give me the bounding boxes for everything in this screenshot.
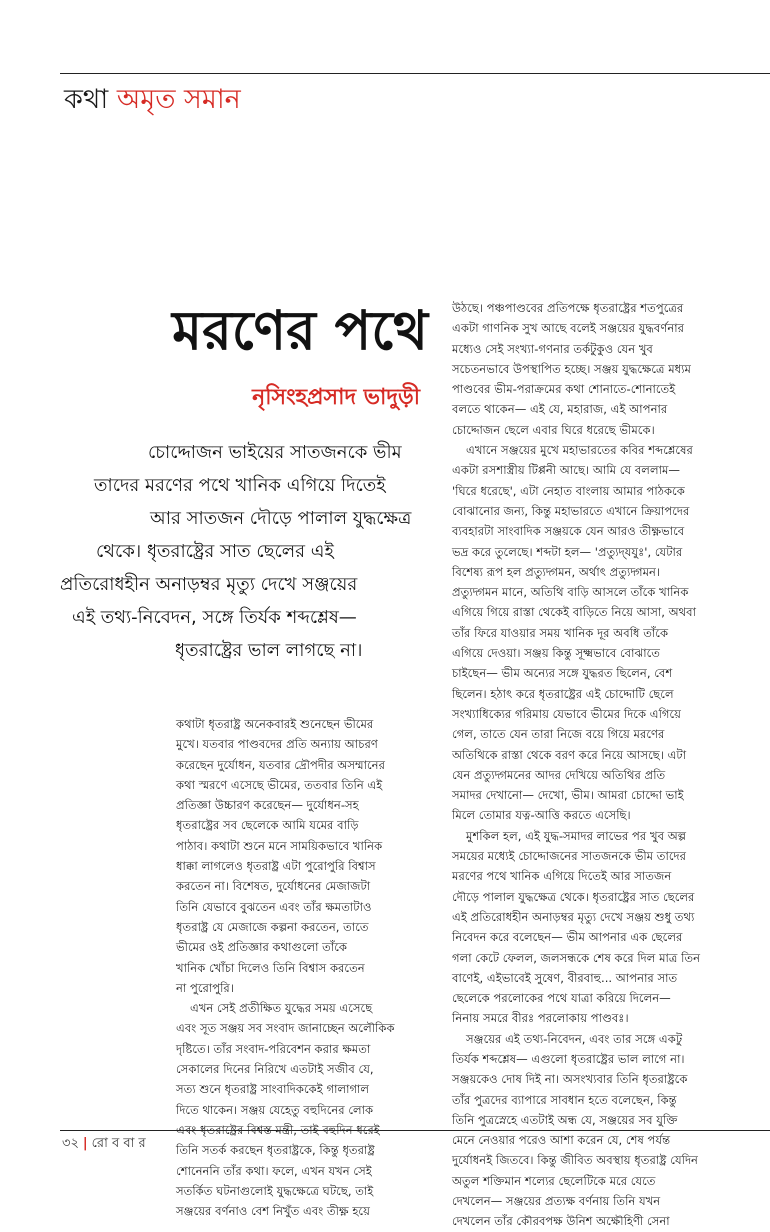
lead-line: ধৃতরাষ্ট্রের ভাল লাগছে না। (175, 640, 363, 661)
lead-line: আর সাতজন দৌড়ে পালাল যুদ্ধক্ষেত্র (150, 508, 412, 529)
body-line: মিলে তোমার যত্ন-আত্তি করতে এসেছি। (452, 808, 631, 823)
body-line: কথাটা ধৃতরাষ্ট্র অনেকবারই শুনেছেন ভীমের (176, 717, 374, 731)
body-line: বোঝানোর জন্য, কিন্তু মহাভারতে এখানে ক্রিয়াপদের (452, 503, 690, 518)
body-line: 'ঘিরে ধরেছে', এটা নেহাত বাংলায় আমার পাঠককে (452, 483, 685, 498)
body-line: যেন প্রত্যুদ্গমনের আদর দেখিয়ে অতিথির প্রতি (452, 767, 666, 782)
body-line: না পুরোপুরি। (176, 980, 234, 995)
body-line: অতিথিকে রাস্তা থেকে বরণ করে নিয়ে আসছে। এটা (452, 747, 687, 762)
body-line: খানিক খোঁচা দিলেও তিনি বিশ্বাস করতেন (176, 960, 365, 975)
body-line: মুশকিল হল, এই যুদ্ধ-সমাদর লাভের পর খুব অল্প (466, 828, 687, 843)
body-line: করতেন না। বিশেষত, দুর্যোধনের মেজাজটা (176, 879, 371, 894)
body-line: দৃষ্টিতে। তাঁর সংবাদ-পরিবেশন করার ক্ষমতা (176, 1041, 371, 1056)
body-line: নিনায় সমরে বীরঃ পরলোকায় পাণ্ডবঃ। (452, 1011, 629, 1026)
body-line: দেখলেন তাঁর কৌরবপক্ষ উনিশ অক্ষৌহিণী সেনা (452, 1214, 670, 1229)
body-line: শোনেননি তাঁর কথা। ফলে, এখন যখন সেই (176, 1163, 372, 1178)
body-line: পাণ্ডবের ভীম-পরাক্রমের কথা শোনাতে-শোনাতেই (452, 382, 676, 397)
body-line: এবং ধৃতরাষ্ট্রের বিশ্বস্ত মন্ত্রী, তাই বহুদিন ধরেই (176, 1122, 380, 1137)
body-line: ব্যবহারটা সাংবাদিক সঞ্জয়কে যেন আরও তীক্ষ্ণভাবে (452, 524, 685, 539)
footer-separator: | (82, 1136, 88, 1151)
body-line: নিবেদন করে বলেছেন— ভীম আপনার এক ছেলের (452, 930, 683, 945)
body-line: ধৃতরাষ্ট্রের সব ছেলেকে আমি যমের বাড়ি (176, 818, 359, 833)
body-line: প্রত্যুদ্গমন মানে, অতিথি বাড়ি আসলে তাঁকে খানিক (452, 585, 689, 600)
body-line: বিশেষ্য রূপ হল প্রত্যুদ্গমন, অর্থাৎ প্রত্যুদ্গমন। (452, 564, 661, 579)
body-line: ছিলেন। হঠাৎ করে ধৃতরাষ্ট্রের এই চোদ্দোটি ছেলে (452, 686, 674, 701)
body-line: পাঠাব। কথাটা শুনে মনে সাময়িকভাবে খানিক (176, 838, 383, 853)
body-line: একটা রসশাস্ত্রীয় টিপ্পনী আছে। আমি যে বললাম— (452, 463, 680, 478)
body-line: সমাদর দেখানো— দেখো, ভীম। আমরা চোদ্দো ভাই (452, 788, 684, 803)
body-line: চোদ্দোজন ছেলে এবার ঘিরে ধরেছে ভীমকে। (452, 422, 655, 437)
body-line: তির্যক শব্দশ্লেষ— এগুলো ধৃতরাষ্ট্রের ভাল লাগে না। (452, 1051, 685, 1066)
body-line: তিনি সতর্ক করছেন ধৃতরাষ্ট্রকে, কিন্তু ধৃতরাষ্ট্র (176, 1143, 375, 1158)
body-line: সচেতনভাবে উপস্থাপিত হচ্ছে। সঞ্জয় যুদ্ধক্ষেত্রে মধ্যম (452, 361, 691, 376)
body-line: দিতে থাকেন। সঞ্জয় যেহেতু বহুদিনের লোক (176, 1102, 374, 1117)
body-line: দুর্যোধনই জিতবে। কিন্তু জীবিত অবস্থায় ধৃতরাষ্ট্র যেদিন (452, 1153, 698, 1168)
body-column-left (176, 714, 434, 1221)
body-line: গলা কেটে ফেলল, জলসন্ধকে শেষ করে দিল মাত্র তিন (452, 950, 701, 965)
body-line: চাইছেন— ভীম অন্যের সঙ্গে যুদ্ধরত ছিলেন, বেশ (452, 666, 673, 681)
body-line: করেছেন দুর্যোধন, যতবার দ্রৌপদীর অসম্মানের (176, 757, 385, 772)
lead-line: প্রতিরোধহীন অনাড়ম্বর মৃত্যু দেখে সঞ্জয়ের (60, 574, 358, 595)
body-line: এগিয়ে দেওয়া। সঞ্জয় কিন্তু সূক্ষ্মভাবে বোঝাতে (452, 646, 660, 661)
body-line: সঞ্জয়ের বর্ণনাও বেশ নিখুঁত এবং তীক্ষ্ণ হয়ে (176, 1204, 370, 1219)
body-line: তাঁর ফিরে যাওয়ার সময় খানিক দূর অবধি তাঁকে (452, 625, 669, 640)
body-line: মরণের পথে খানিক এগিয়ে দিতেই আর সাতজন (452, 869, 672, 884)
page-number: ৩২ (62, 1136, 79, 1151)
lead-line: এই তথ্য-নিবেদন, সঙ্গে তির্যক শব্দশ্লেষ— (72, 607, 357, 628)
body-line: এবং সূত সঞ্জয় সব সংবাদ জানাচ্ছেন অলৌকিক (176, 1021, 395, 1036)
body-line: সতর্কিত ঘটনাগুলোই যুদ্ধক্ষেত্রে ঘটছে, তাই (176, 1183, 374, 1198)
article-lead (60, 436, 418, 667)
body-line: তাঁর পুত্রদের ব্যাপারে সাবধান হতে বলেছেন, কিন্তু (452, 1092, 677, 1107)
magazine-name: রো ব বা র (91, 1136, 146, 1151)
body-line: সংখ্যাধিক্যের গরিমায় যেভাবে ভীমের দিকে এগিয়ে (452, 706, 681, 721)
body-line: এগিয়ে গিয়ে রাস্তা থেকেই বাড়িতে নিয়ে আসা, অথবা (452, 605, 696, 620)
body-line: দৌড়ে পালাল যুদ্ধক্ষেত্র থেকে। ধৃতরাষ্ট্রের সাত ছেলের (452, 889, 695, 904)
body-line: সময়ের মধ্যেই চোদ্দোজনের সাতজনকে ভীম তাদের (452, 849, 686, 864)
body-line: কথা স্মরণে এসেছে ভীমের, ততবার তিনি এই (176, 777, 383, 792)
article-author: নৃসিংহপ্রসাদ ভাদুড়ী (252, 385, 420, 410)
body-line: ভীমের ওই প্রতিজ্ঞার কথাগুলো তাঁকে (176, 940, 347, 955)
body-line: এখন সেই প্রতীক্ষিত যুদ্ধের সময় এসেছে (190, 1001, 373, 1016)
body-line: ধাক্কা লাগলেও ধৃতরাষ্ট্র এটা পুরোপুরি বিশ্বাস (176, 859, 376, 874)
lead-line: থেকে। ধৃতরাষ্ট্রের সাত ছেলের এই (96, 541, 334, 562)
body-line: ধৃতরাষ্ট্র যে মেজাজে কল্পনা করতেন, তাতে (176, 919, 369, 934)
body-line: বলতে থাকেন— এই যে, মহারাজ, এই আপনার (452, 402, 668, 417)
page-footer (62, 1134, 146, 1154)
body-line: সত্য শুনে ধৃতরাষ্ট্র সাংবাদিককেই গালাগাল (176, 1082, 370, 1097)
body-line: ছেলেকে পরলোকের পথে যাত্রা করিয়ে দিলেন— (452, 991, 671, 1006)
top-rule (60, 73, 770, 74)
body-line: তিনি যেভাবে বুঝতেন এবং তাঁর ক্ষমতাটাও (176, 899, 372, 914)
body-line: এখানে সঞ্জয়ের মুখে মহাভারতের কবির শব্দশ্লেষের (466, 443, 693, 458)
body-line: তিনি পুত্রস্নেহে এতটাই অন্ধ যে, সঞ্জয়ের সব যুক্তি (452, 1112, 678, 1127)
body-line: উঠছে। পঞ্চপাণ্ডবের প্রতিপক্ষে ধৃতরাষ্ট্রের শতপুত্রের (452, 301, 684, 315)
body-line: সঞ্জয়কেও দোষ দিই না। অসংখ্যবার তিনি ধৃতরাষ্ট্রকে (452, 1072, 688, 1087)
body-line: মুখে। যতবার পাণ্ডবদের প্রতি অন্যায় আচরণ (176, 737, 378, 752)
body-line: মেনে নেওয়ার পরেও আশা করেন যে, শেষ পর্যন্ত (452, 1133, 671, 1148)
body-line: এই প্রতিরোধহীন অনাড়ম্বর মৃত্যু দেখে সঞ্জয় শুধু তথ্য (452, 909, 695, 924)
lead-line: তাদের মরণের পথে খানিক এগিয়ে দিতেই (94, 475, 386, 496)
body-line: একটা গাণনিক সুখ আছে বলেই সঞ্জয়ের যুদ্ধবর্ণনার (452, 321, 685, 336)
body-line: সেকালের দিনের নিরিখে এতটাই সজীব যে, (176, 1062, 374, 1077)
body-line: সঞ্জয়ের এই তথ্য-নিবেদন, এবং তার সঙ্গে একটু (466, 1031, 683, 1046)
body-line: বাণেই, এইভাবেই সুষেণ, বীরবাহু... আপনার সাত (452, 970, 678, 985)
body-column-right (452, 298, 764, 1232)
article-title: মরণের পথে (172, 299, 428, 362)
section-heading (64, 82, 241, 118)
section-word-primary: কথা (64, 84, 109, 115)
body-line: অতুল শক্তিমান শল্যের ছেলেটিকে মরে যেতে (452, 1173, 656, 1188)
bottom-rule (60, 1130, 770, 1131)
body-line: ভদ্র করে তুলেছে। শব্দটা হল— 'প্রত্যুদ্‌যযুঃ', যেটার (452, 544, 683, 559)
body-line: প্রতিজ্ঞা উচ্চারণ করেছেন— দুর্যোধন-সহ (176, 798, 359, 813)
body-line: গেল, তাতে যেন তারা নিজে বয়ে গিয়ে মরণের (452, 727, 665, 742)
body-line: মধ্যেও সেই সংখ্যা-গণনার তর্কটুকুও যেন খুব (452, 341, 653, 356)
lead-line: চোদ্দোজন ভাইয়ের সাতজনকে ভীম (148, 442, 402, 463)
section-word-accent: অমৃত সমান (116, 84, 241, 115)
body-line: দেখলেন— সঞ্জয়ের প্রত্যক্ষ বর্ণনায় তিনি যখন (452, 1194, 661, 1209)
